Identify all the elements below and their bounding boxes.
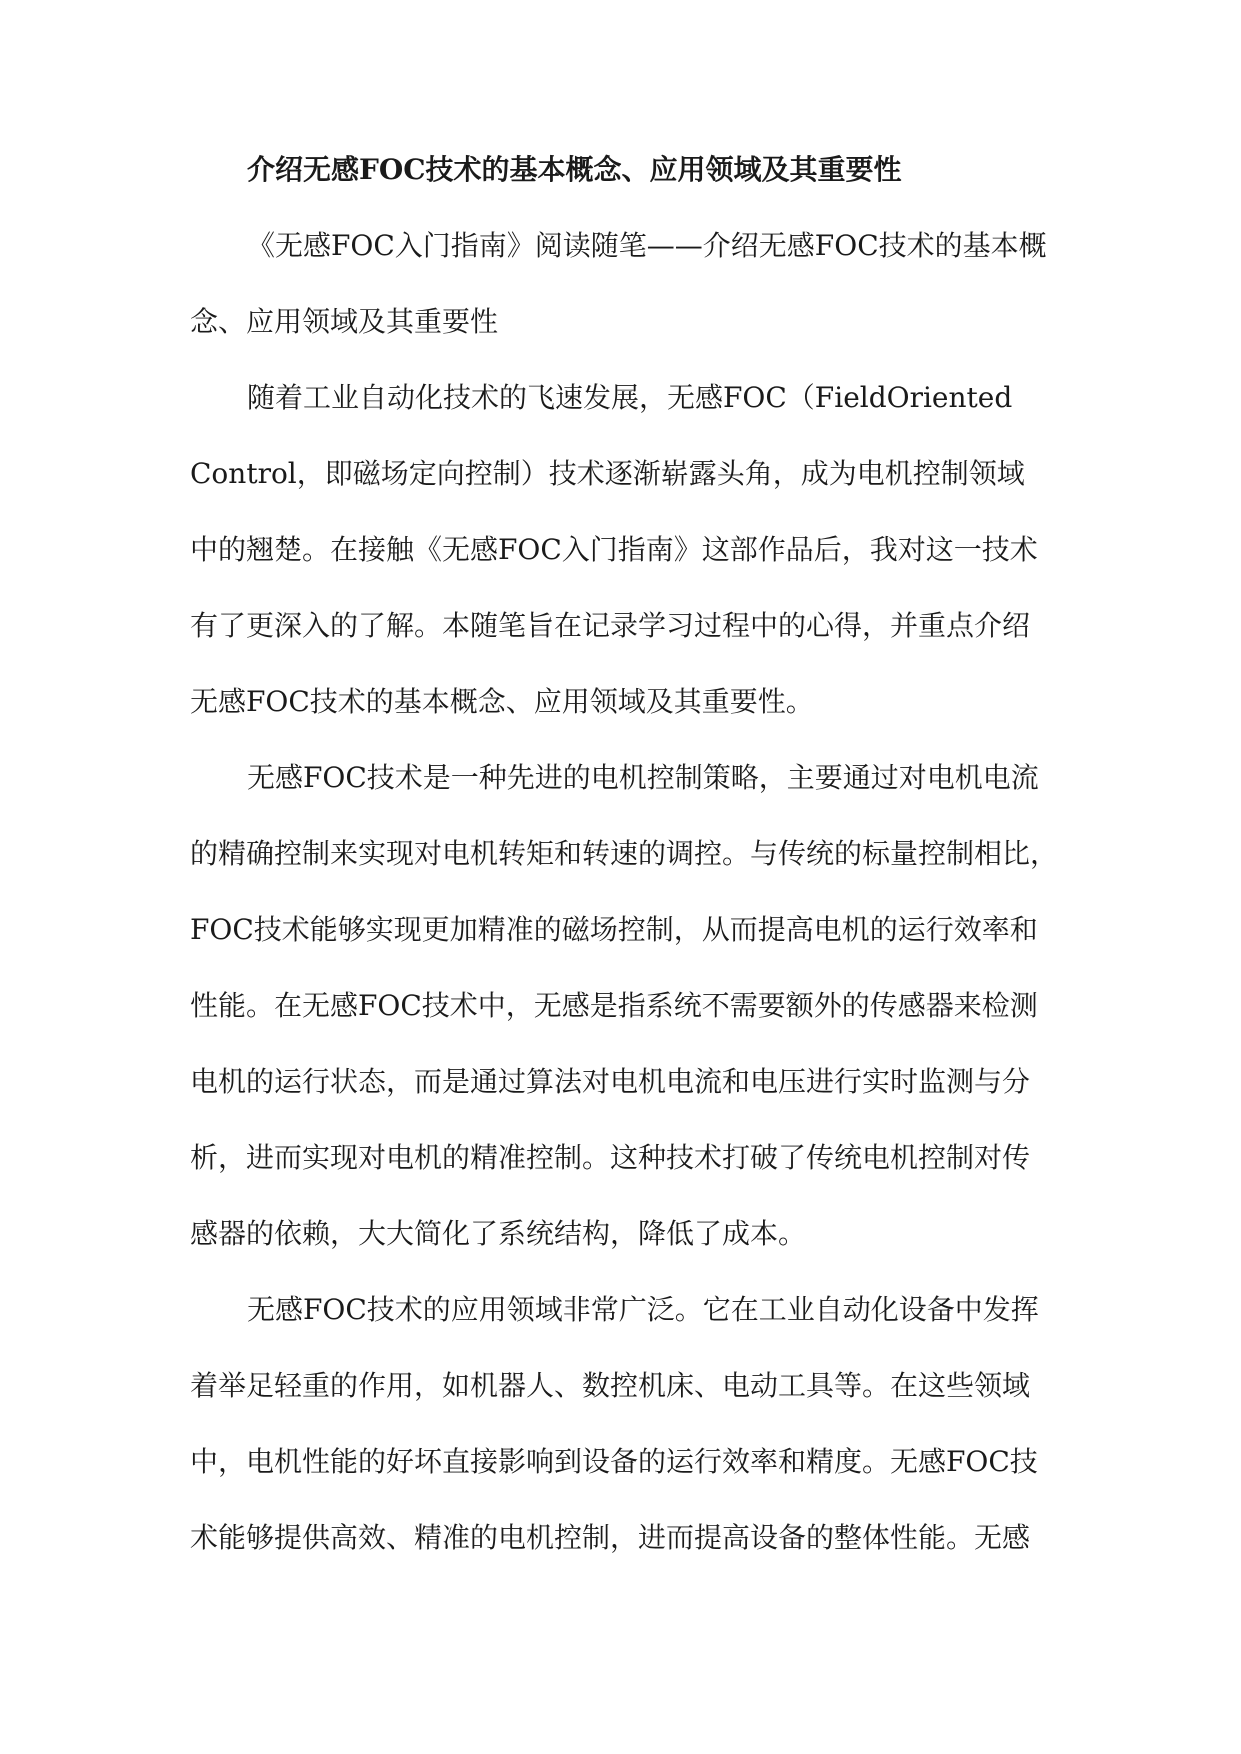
paragraph-line: 念、应用领域及其重要性	[190, 305, 499, 338]
paragraph-line: 电机的运行状态，而是通过算法对电机电流和电压进行实时监测与分	[190, 1065, 1031, 1098]
paragraph-line: FOC技术能够实现更加精准的磁场控制，从而提高电机的运行效率和	[190, 913, 1038, 946]
paragraph-line: 的精确控制来实现对电机转矩和转速的调控。与传统的标量控制相比，	[190, 837, 1059, 870]
paragraph-line: 感器的依赖，大大简化了系统结构，降低了成本。	[190, 1217, 807, 1250]
paragraph-line: 中的翘楚。在接触《无感FOC入门指南》这部作品后，我对这一技术	[190, 533, 1038, 566]
paragraph-line: 术能够提供高效、精准的电机控制，进而提高设备的整体性能。无感	[190, 1521, 1031, 1554]
document-title: 介绍无感FOC技术的基本概念、应用领域及其重要性	[247, 153, 902, 186]
paragraph-line: 《无感FOC入门指南》阅读随笔——介绍无感FOC技术的基本概	[247, 229, 1047, 262]
paragraph-line: 析，进而实现对电机的精准控制。这种技术打破了传统电机控制对传	[190, 1141, 1031, 1174]
paragraph-line: 无感FOC技术的基本概念、应用领域及其重要性。	[190, 685, 814, 718]
paragraph-line: 随着工业自动化技术的飞速发展，无感FOC（FieldOriented	[247, 381, 1013, 414]
paragraph-line: Control，即磁场定向控制）技术逐渐崭露头角，成为电机控制领域	[190, 457, 1025, 490]
paragraph-line: 性能。在无感FOC技术中，无感是指系统不需要额外的传感器来检测	[190, 989, 1038, 1022]
paragraph-line: 无感FOC技术是一种先进的电机控制策略，主要通过对电机电流	[247, 761, 1039, 794]
paragraph-line: 有了更深入的了解。本随笔旨在记录学习过程中的心得，并重点介绍	[190, 609, 1031, 642]
paragraph-line: 无感FOC技术的应用领域非常广泛。它在工业自动化设备中发挥	[247, 1293, 1039, 1326]
paragraph-line: 着举足轻重的作用，如机器人、数控机床、电动工具等。在这些领域	[190, 1369, 1031, 1402]
paragraph-line: 中，电机性能的好坏直接影响到设备的运行效率和精度。无感FOC技	[190, 1445, 1038, 1478]
